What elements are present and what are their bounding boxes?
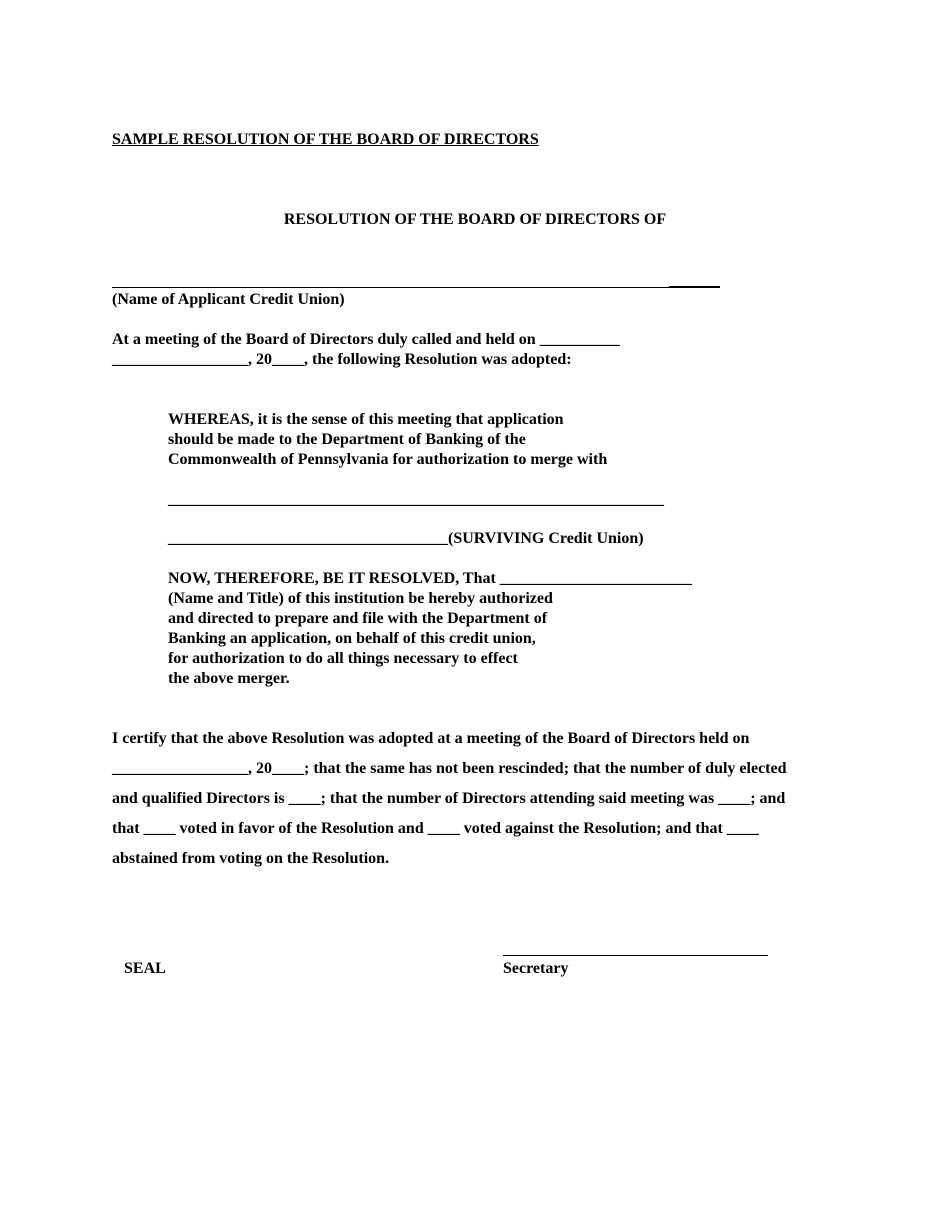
resolution-title: RESOLUTION OF THE BOARD OF DIRECTORS OF: [283, 211, 667, 228]
meeting-line-2: _________________, 20____, the following Resolution was adopted:: [112, 351, 572, 368]
seal-label: SEAL: [124, 960, 166, 977]
secretary-label: Secretary: [503, 960, 569, 977]
whereas-line-2: should be made to the Department of Banking of the: [168, 431, 526, 448]
resolved-line-1: NOW, THEREFORE, BE IT RESOLVED, That ________________________: [168, 570, 692, 587]
certification-line-1: I certify that the above Resolution was adopted at a meeting of the Board of Directors held on: [112, 730, 750, 747]
resolved-line-2: (Name and Title) of this institution be hereby authorized: [168, 590, 553, 607]
resolved-line-5: for authorization to do all things necessary to effect: [168, 650, 518, 667]
meeting-line-1: At a meeting of the Board of Directors duly called and held on __________: [112, 331, 620, 348]
surviving-credit-union-line: ___________________________________(SURVIVING Credit Union): [168, 530, 644, 547]
resolved-line-4: Banking an application, on behalf of this credit union,: [168, 630, 536, 647]
whereas-line-3: Commonwealth of Pennsylvania for authorization to merge with: [168, 451, 608, 468]
secretary-signature-line: [503, 955, 768, 956]
certification-line-3: and qualified Directors is ____; that the number of Directors attending said meeting was ____; and: [112, 790, 786, 807]
document-header: SAMPLE RESOLUTION OF THE BOARD OF DIRECTORS: [112, 131, 539, 148]
merge-partner-blank: ______________________________________________________________: [168, 491, 664, 508]
resolved-line-3: and directed to prepare and file with the Department of: [168, 610, 548, 627]
certification-line-2: _________________, 20____; that the same has not been rescinded; that the number of duly elected: [112, 760, 787, 777]
whereas-line-1: WHEREAS, it is the sense of this meeting that application: [168, 411, 564, 428]
certification-line-5: abstained from voting on the Resolution.: [112, 850, 390, 867]
resolved-line-6: the above merger.: [168, 670, 290, 687]
applicant-label: (Name of Applicant Credit Union): [112, 291, 345, 308]
applicant-name-line-end: [669, 286, 720, 288]
applicant-name-line: [112, 287, 669, 288]
certification-line-4: that ____ voted in favor of the Resolution and ____ voted against the Resolution; and that ____: [112, 820, 759, 837]
